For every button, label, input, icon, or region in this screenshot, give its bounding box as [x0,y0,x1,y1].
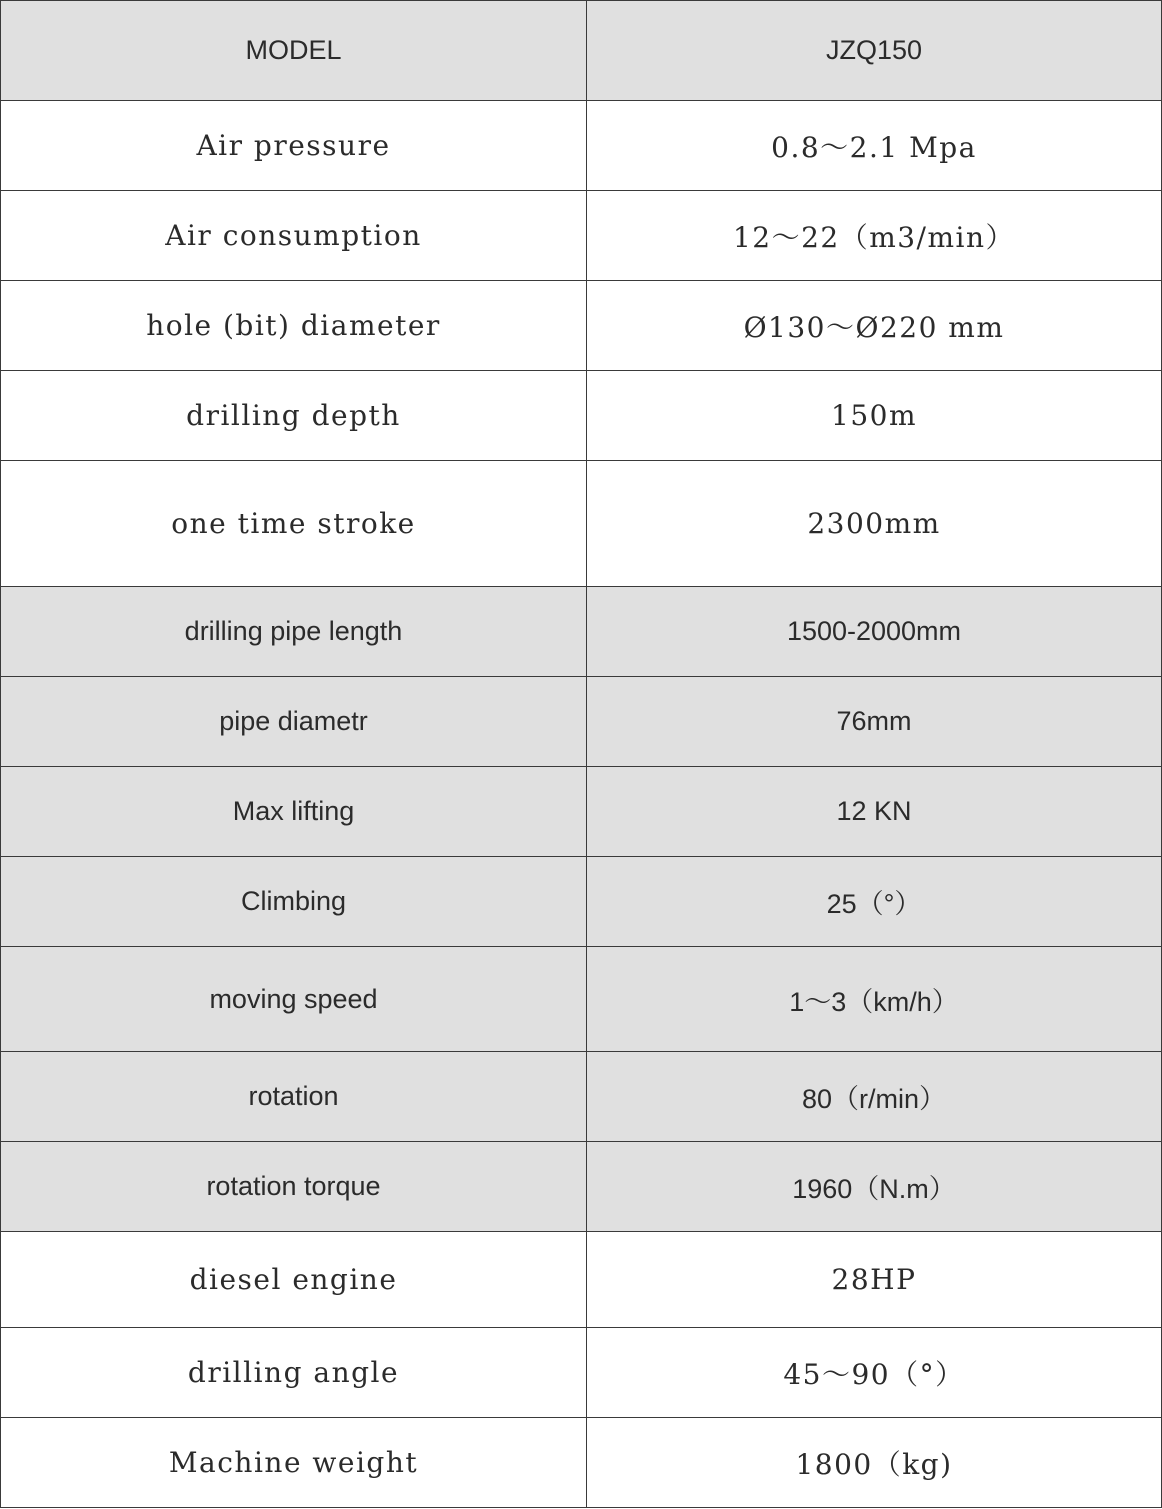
row-value: 1800（kg) [587,1418,1162,1508]
table-row [1,677,1162,767]
row-value: 150m [587,371,1162,461]
row-label: pipe diametr [1,677,587,767]
row-value: 0.8～2.1 Mpa [587,101,1162,191]
row-label: diesel engine [1,1232,587,1328]
row-value: 1500-2000mm [587,587,1162,677]
row-label: moving speed [1,947,587,1052]
row-value: 45～90（°） [587,1328,1162,1418]
row-value: 76mm [587,677,1162,767]
row-label: Air pressure [1,101,587,191]
row-label: drilling angle [1,1328,587,1418]
row-value: 1～3（km/h） [587,947,1162,1052]
table-row [1,1418,1162,1508]
row-label: one time stroke [1,461,587,587]
row-value: 2300mm [587,461,1162,587]
row-label: Max lifting [1,767,587,857]
row-value: 28HP [587,1232,1162,1328]
row-value: 25（°） [587,857,1162,947]
table-row [1,587,1162,677]
row-label: drilling pipe length [1,587,587,677]
row-value: 12 KN [587,767,1162,857]
row-label: drilling depth [1,371,587,461]
row-label: rotation torque [1,1142,587,1232]
row-label: rotation [1,1052,587,1142]
table-row [1,461,1162,587]
table-row [1,101,1162,191]
row-label: Climbing [1,857,587,947]
row-label: Machine weight [1,1418,587,1508]
table-row [1,947,1162,1052]
row-value: 12～22（m3/min） [587,191,1162,281]
table-row [1,1142,1162,1232]
row-label: hole (bit) diameter [1,281,587,371]
table-row [1,767,1162,857]
table-row [1,281,1162,371]
table-row [1,857,1162,947]
table-header-row [1,1,1162,101]
table-row [1,1232,1162,1328]
row-value: Ø130～Ø220 mm [587,281,1162,371]
row-value: 80（r/min） [587,1052,1162,1142]
row-value: 1960（N.m） [587,1142,1162,1232]
model-label: MODEL [1,1,587,101]
table-row [1,1328,1162,1418]
row-label: Air consumption [1,191,587,281]
table-row [1,371,1162,461]
table-row [1,1052,1162,1142]
table-row [1,191,1162,281]
model-value: JZQ150 [587,1,1162,101]
